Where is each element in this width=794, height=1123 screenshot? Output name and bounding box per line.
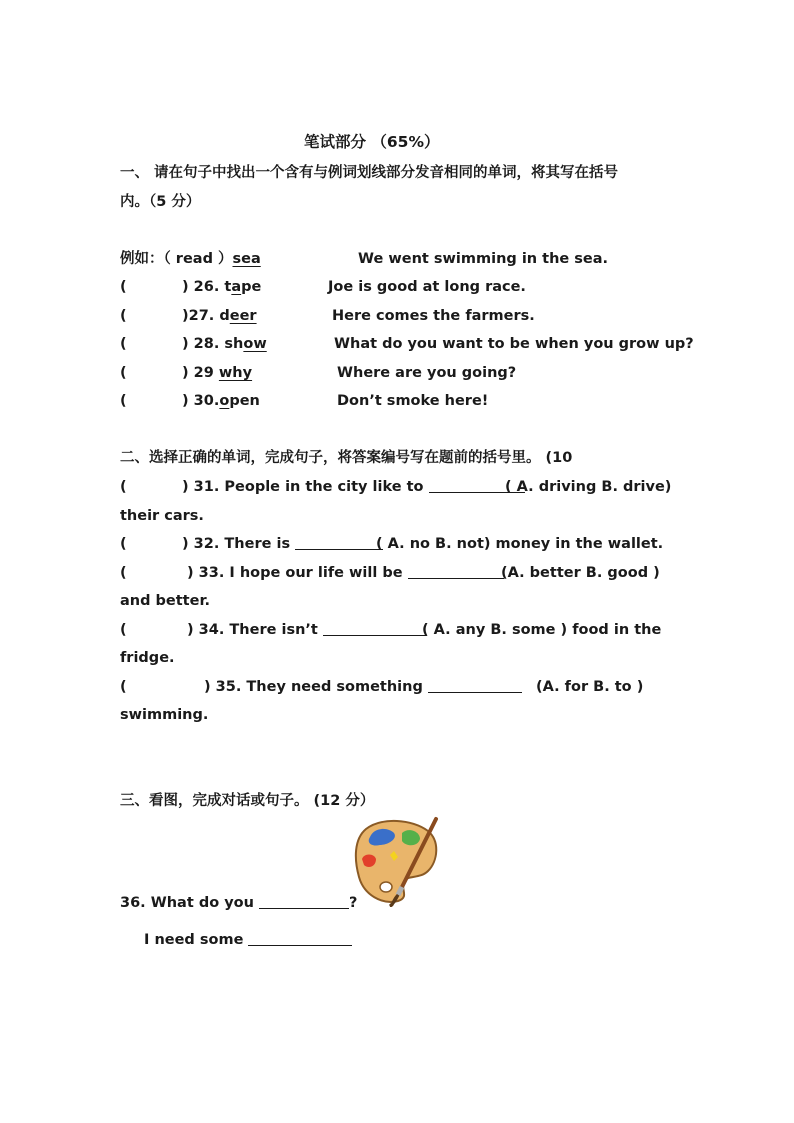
example-lead: 例如：（ read ）sea	[120, 251, 261, 267]
item-29-open: (	[120, 365, 127, 381]
item-26-open: (	[120, 279, 127, 295]
item-27-sentence: Here comes the farmers.	[332, 308, 535, 324]
section1-heading-line2: 内。（5 分）	[120, 194, 201, 210]
q36-answer-blank[interactable]	[248, 931, 352, 946]
section1-heading-line1: 一、 请在句子中找出一个含有与例词划线部分发音相同的单词，将其写在括号	[120, 165, 619, 181]
section3-heading: 三、看图，完成对话或句子。 (12 分）	[120, 793, 375, 809]
q35-text: ) 35. They need something	[204, 678, 522, 696]
page-title: 笔试部分 （65%）	[304, 133, 440, 151]
item-29-word: ) 29 why	[182, 365, 253, 381]
item-30-open: (	[120, 393, 127, 409]
q36-answer: I need some	[144, 931, 352, 949]
q31-open: (	[120, 479, 127, 495]
q34-open: (	[120, 622, 127, 638]
q35-open: (	[120, 679, 127, 695]
section2-heading: 二、选择正确的单词，完成句子，将答案编号写在题前的括号里。 (10	[120, 450, 573, 466]
q33-text: ) 33. I hope our life will be	[187, 564, 504, 582]
q33-blank[interactable]	[408, 564, 504, 579]
q33-open: (	[120, 565, 127, 581]
q34-continuation: fridge.	[120, 650, 175, 666]
q33-options: (A. better B. good )	[501, 565, 660, 581]
paint-palette-icon	[354, 815, 440, 907]
item-26-word: ) 26. tape	[182, 279, 262, 295]
q34-options: ( A. any B. some ) food in the	[422, 622, 662, 638]
q35-blank[interactable]	[428, 678, 522, 693]
q31-continuation: their cars.	[120, 508, 204, 524]
q32-options: ( A. no B. not) money in the wallet.	[376, 536, 664, 552]
q33-continuation: and better.	[120, 593, 211, 609]
q34-text: ) 34. There isn’t	[187, 621, 427, 639]
item-28-word: ) 28. show	[182, 336, 267, 352]
q35-continuation: swimming.	[120, 707, 209, 723]
item-26-sentence: Joe is good at long race.	[328, 279, 526, 295]
q32-open: (	[120, 536, 127, 552]
q31-text: ) 31. People in the city like to	[182, 478, 525, 496]
item-27-word: )27. deer	[182, 308, 257, 324]
q36-blank[interactable]	[259, 894, 349, 909]
q31-options: ( A. driving B. drive)	[505, 479, 672, 495]
example-sentence: We went swimming in the sea.	[358, 251, 609, 267]
q35-options: (A. for B. to )	[536, 679, 644, 695]
item-30-sentence: Don’t smoke here!	[337, 393, 489, 409]
item-28-sentence: What do you want to be when you grow up?	[334, 336, 694, 352]
item-30-word: ) 30.open	[182, 393, 260, 409]
item-27-open: (	[120, 308, 127, 324]
q36-question: 36. What do you ?	[120, 895, 358, 911]
item-28-open: (	[120, 336, 127, 352]
q32-text: ) 32. There is	[182, 535, 383, 553]
q34-blank[interactable]	[323, 621, 427, 636]
q32-blank[interactable]	[295, 535, 383, 550]
item-29-sentence: Where are you going?	[337, 365, 517, 381]
example-word: sea	[232, 251, 261, 267]
